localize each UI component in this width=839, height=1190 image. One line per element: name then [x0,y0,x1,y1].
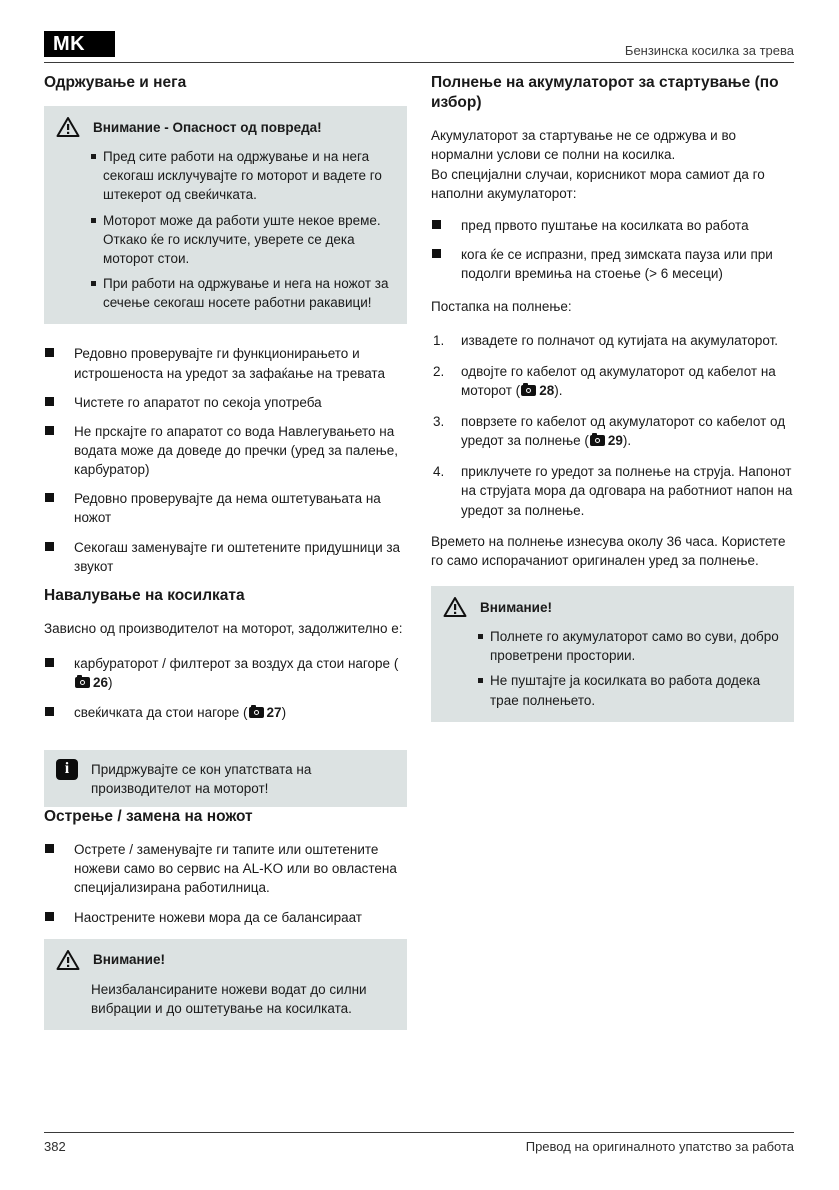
square-bullet [45,658,54,667]
section-title-tilting: Навалување на косилката [44,586,245,604]
square-bullet [45,844,54,853]
warning-item-text: При работи на одржување и нега на ножот за сечење секогаш носете работни ракавици! [103,276,389,311]
warning-triangle-icon [56,949,80,971]
warning-item [478,627,782,665]
list-item [431,245,794,283]
footer-text: Превод на оригиналното упатство за работа [525,1139,794,1154]
left-column [44,73,407,1030]
list-item-text: Секогаш заменувајте ги оштетените придушници за звукот [74,539,401,574]
list-item [44,344,407,382]
warning-box-header [56,949,395,971]
charging-intro [431,126,794,203]
warning-box-header [56,116,395,138]
square-bullet [432,249,441,258]
warning-item [91,147,395,204]
list-item [44,422,407,479]
warning-title: Внимание! [93,952,165,968]
warning-item-text: Моторот може да работи уште некое време. Откако ќе го исклучите, уверете се дека моторот стои. [103,212,381,266]
list-item [44,393,407,412]
square-bullet [432,220,441,229]
camera-icon [249,707,264,718]
warning-text: Неизбалансираните ножеви водат до силни вибрации и до оштетување на косилката. [91,981,367,1016]
list-item-text: свеќичката да стои нагоре ( 27) [74,704,287,720]
info-box [44,750,407,807]
charging-steps [431,331,794,520]
warning-item-text: Пред сите работи на одржување и на нега секогаш исклучувајте го моторот и вадете го штекерот од свеќичката. [103,149,382,203]
maintenance-list [44,344,407,576]
list-item-text: Редовно проверувајте ги функционирањето и истрошеноста на уредот за зафаќање на тревата [74,346,385,381]
list-item [44,489,407,527]
step-text: поврзете го кабелот од акумулаторот со кабелот од уредот за полнење ( 29). [461,414,786,449]
footer-rule [44,1132,794,1133]
procedure-label: Постапка на полнење: [431,299,572,315]
step-number: 4. [433,464,445,480]
figure-number: 26 [93,675,109,691]
list-item-text: пред првото пуштање на косилката во работа [461,217,749,233]
square-bullet [45,348,54,357]
figure-number: 27 [266,704,282,720]
step-number: 2. [433,363,445,379]
step-item [431,462,794,519]
tilting-intro: Зависно од производителот на моторот, задолжително е: [44,621,403,637]
right-column [431,73,794,1030]
warning-box-injury [44,106,407,324]
warning-title: Внимание! [480,599,552,615]
figure-number: 29 [607,433,623,449]
charging-conditions-list [431,216,794,283]
list-item-text: Чистете го апаратот по секоја употреба [74,394,322,410]
page-footer [44,1139,794,1154]
header-rule [44,62,794,63]
tilting-list [44,654,407,721]
document-title: Бензинска косилка за трева [624,43,794,58]
list-item [44,840,407,897]
step-number: 1. [433,332,445,348]
warning-box-charging [431,586,794,722]
warning-item-text: Полнете го акумулаторот само во суви, добро проветрени простории. [490,629,779,664]
content-columns [44,73,794,1030]
square-bullet [45,426,54,435]
list-item [44,538,407,576]
page-number: 382 [44,1139,66,1154]
list-item [44,703,407,722]
warning-title: Внимание - Опасност од повреда! [93,119,322,135]
info-icon: i [56,759,78,780]
small-square-bullet [91,281,96,286]
warning-item [91,274,395,312]
warning-item [478,671,782,709]
warning-item-text: Не пуштајте ја косилката во работа додека трае полнењето. [490,673,761,708]
paragraph: Акумулаторот за стартување не се одржува и во нормални услови се полни на косилка. [431,128,736,163]
list-item [44,654,407,692]
warning-box-header [443,596,782,618]
step-text: приклучете го уредот за полнење на струја. Напонот на струјата мора да одговара на работниот напон на уредот за полнење. [461,464,793,518]
section-title-sharpening: Острење / замена на ножот [44,808,253,826]
step-item [431,331,794,350]
step-text: извадете го полначот од кутијата на акумулаторот. [461,332,779,348]
list-item-text: карбураторот / филтерот за воздух да стои нагоре (26) [74,656,399,691]
camera-icon [75,677,90,688]
sharpening-list [44,840,407,927]
section-title-maintenance: Одржување и нега [44,74,187,91]
camera-icon [590,435,605,446]
list-item-text: кога ќе се испразни, пред зимската пауза или при подолги времиња на стоење (> 6 месеци) [461,247,773,282]
square-bullet [45,912,54,921]
square-bullet [45,707,54,716]
step-number: 3. [433,414,445,429]
warning-list [91,147,395,312]
square-bullet [45,493,54,502]
language-badge: MK [44,31,115,57]
list-item [44,908,407,927]
step-item [431,362,794,400]
warning-list [478,627,782,710]
list-item-text: Не прскајте го апаратот со вода Навлегувањето на водата може да доведе до пречки (уред за палење, карбуратор) [74,423,398,478]
step-text: одвојте го кабелот од акумулаторот од кабелот на моторот ( 28). [461,363,776,398]
step-item [431,412,794,450]
section-title-charging: Полнење на акумулаторот за стартување (по избор) [431,74,779,112]
warning-box-blades [44,939,407,1030]
list-item-text: Редовно проверувајте да нема оштетувањата на ножот [74,491,381,526]
small-square-bullet [478,634,483,639]
warning-item [91,211,395,268]
square-bullet [45,542,54,551]
list-item-text: Наострените ножеви мора да се балансираат [74,909,362,925]
page-header [44,31,794,61]
paragraph: Во специјални случаи, корисникот мора самиот да го наполни акумулаторот: [431,166,765,201]
small-square-bullet [478,678,483,683]
charging-duration-note: Времето на полнење изнесува околу 36 часа. Користете го само испорачаниот оригинален уред за полнење. [431,533,786,568]
info-text: Придржувајте се кон упатствата на производителот на моторот! [91,761,312,796]
list-item [431,216,794,235]
small-square-bullet [91,154,96,159]
small-square-bullet [91,218,96,223]
list-item-text: Острете / заменувајте ги тапите или оштетените ножеви само во сервис на AL-KO или во овластена специјализирана работилница. [74,842,397,896]
figure-number: 28 [539,382,555,398]
warning-triangle-icon [443,596,467,618]
warning-triangle-icon [56,116,80,138]
square-bullet [45,397,54,406]
camera-icon [521,385,536,396]
